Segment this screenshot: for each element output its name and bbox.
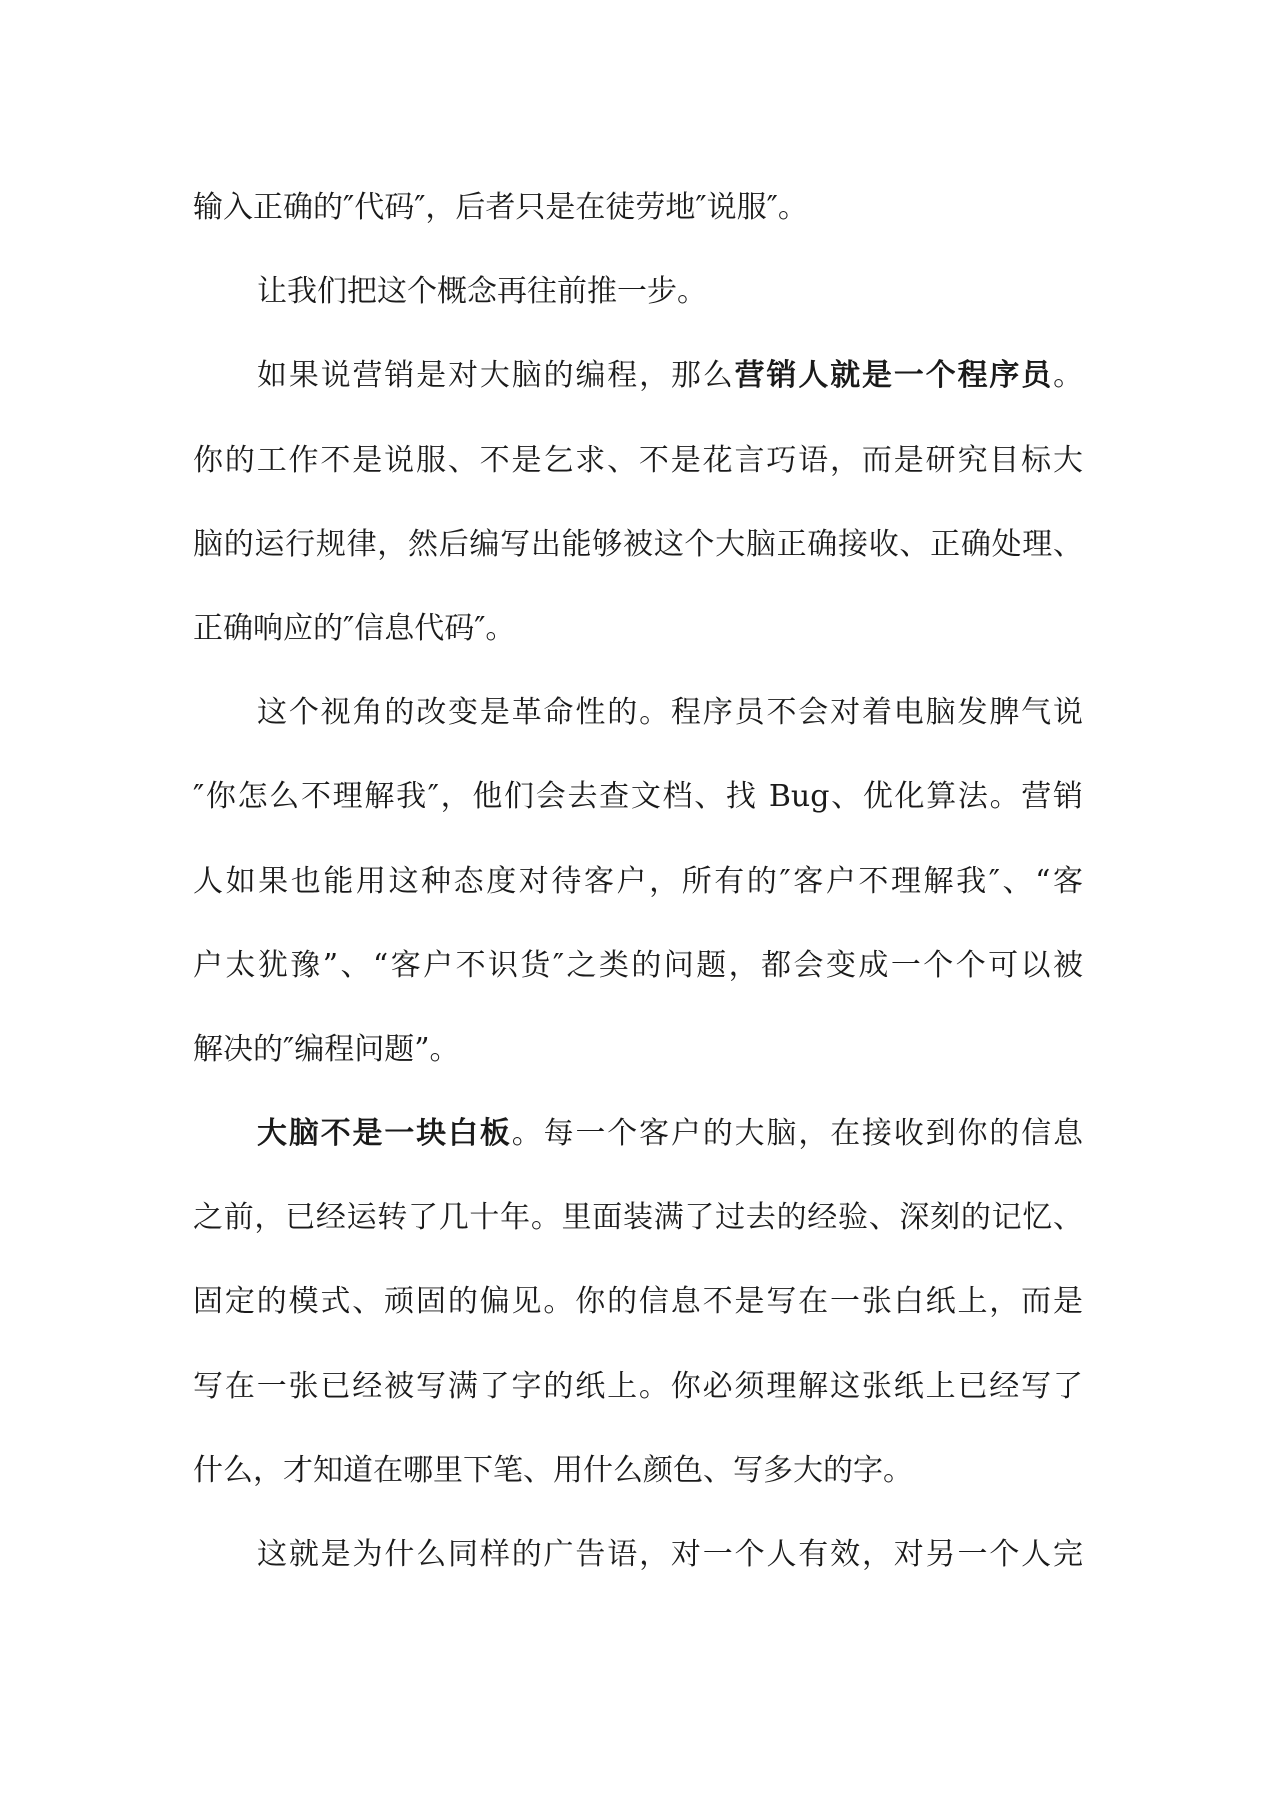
text-segment: 写在一张已经被写满了字的纸上。你必须理解这张纸上已经写了 [193,1368,1083,1404]
text-line [193,419,1083,503]
body-text [193,166,1083,1597]
text-segment: 这个视角的改变是革命性的。程序员不会对着电脑发脾气说 [257,695,1083,731]
text-segment: 输入正确的″代码″，后者只是在徒劳地″说服″。 [193,190,808,225]
bold-text: 营销人就是一个程序员 [734,358,1054,394]
text-line [193,166,1083,250]
bold-text: 大脑不是一块白板 [257,1116,512,1152]
text-segment: 。 [1053,358,1083,394]
text-segment: 你的工作不是说服、不是乞求、不是花言巧语，而是研究目标大 [193,442,1083,478]
text-line [193,671,1083,755]
text-segment: 解决的″编程问题”。 [193,1031,460,1067]
text-segment: 之前，已经运转了几十年。里面装满了过去的经验、深刻的记忆、 [193,1200,1083,1236]
text-line [193,1260,1083,1344]
text-segment: 让我们把这个概念再往前推一步。 [257,274,707,310]
text-segment: 正确响应的″信息代码″。 [193,610,516,646]
text-segment: 什么，才知道在哪里下笔、用什么颜色、写多大的字。 [193,1452,913,1488]
text-line [193,1345,1083,1429]
text-line [193,250,1083,334]
text-line [193,840,1083,924]
text-segment: 这就是为什么同样的广告语，对一个人有效，对另一个人完 [257,1537,1083,1572]
text-line [193,1008,1083,1092]
text-segment: 脑的运行规律，然后编写出能够被这个大脑正确接收、正确处理、 [193,526,1083,562]
text-line [193,503,1083,587]
text-line [193,1092,1083,1176]
text-segment: 如果说营销是对大脑的编程，那么 [257,358,735,394]
text-line [193,1176,1083,1260]
text-line [193,1429,1083,1513]
text-line [193,924,1083,1008]
text-line [193,1513,1083,1597]
text-segment: 人如果也能用这种态度对待客户，所有的″客户不理解我″、“客 [193,863,1083,899]
text-line [193,755,1083,839]
text-line [193,334,1083,418]
text-segment: ″你怎么不理解我″，他们会去查文档、找 Bug、优化算法。营销 [193,779,1083,815]
text-segment: 户太犹豫”、“客户不识货″之类的问题，都会变成一个个可以被 [193,947,1083,983]
text-segment: 。每一个客户的大脑，在接收到你的信息 [511,1116,1083,1152]
text-segment: 固定的模式、顽固的偏见。你的信息不是写在一张白纸上，而是 [193,1284,1083,1320]
text-line [193,587,1083,671]
